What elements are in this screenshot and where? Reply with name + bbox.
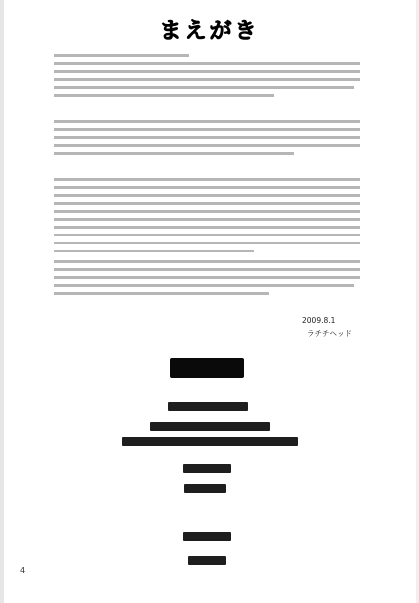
text-line <box>54 218 360 221</box>
text-line <box>54 86 354 89</box>
illustration-name-2 <box>188 556 226 565</box>
text-line <box>54 234 360 237</box>
text-line <box>54 178 360 181</box>
text-line <box>54 120 360 123</box>
text-line <box>54 276 360 279</box>
date: 2009.8.1 <box>302 316 336 325</box>
text-line <box>54 250 254 253</box>
page-left-edge <box>0 0 4 603</box>
credit-cooperation-line <box>122 437 298 446</box>
paragraph-4 <box>54 260 360 300</box>
text-line <box>54 226 360 229</box>
text-line <box>54 292 269 295</box>
text-line <box>54 152 294 155</box>
paragraph-1 <box>54 54 360 102</box>
text-line <box>54 186 360 189</box>
credit-title-line <box>168 402 248 411</box>
text-line <box>54 268 360 271</box>
credit-author-line <box>150 422 270 431</box>
paragraph-2 <box>54 120 360 160</box>
signature: ラチチヘッド <box>307 329 352 338</box>
title-wrap <box>0 14 419 45</box>
text-line <box>54 194 360 197</box>
text-line <box>54 260 360 263</box>
page-number: 4 <box>20 566 26 575</box>
text-line <box>54 242 360 245</box>
text-line <box>54 62 360 65</box>
page-title: まえがき <box>159 18 260 44</box>
text-line <box>54 144 360 147</box>
text-line <box>54 54 189 57</box>
illustration-name-1 <box>184 484 226 493</box>
paragraph-3 <box>54 178 360 258</box>
text-line <box>54 128 360 131</box>
text-line <box>54 202 360 205</box>
text-line <box>54 210 360 213</box>
illustration-label-2 <box>183 532 231 541</box>
illustration-label-1 <box>183 464 231 473</box>
text-line <box>54 94 274 97</box>
text-line <box>54 136 360 139</box>
credits-heading <box>170 358 244 378</box>
text-line <box>54 284 354 287</box>
text-line <box>54 78 360 81</box>
text-line <box>54 70 360 73</box>
